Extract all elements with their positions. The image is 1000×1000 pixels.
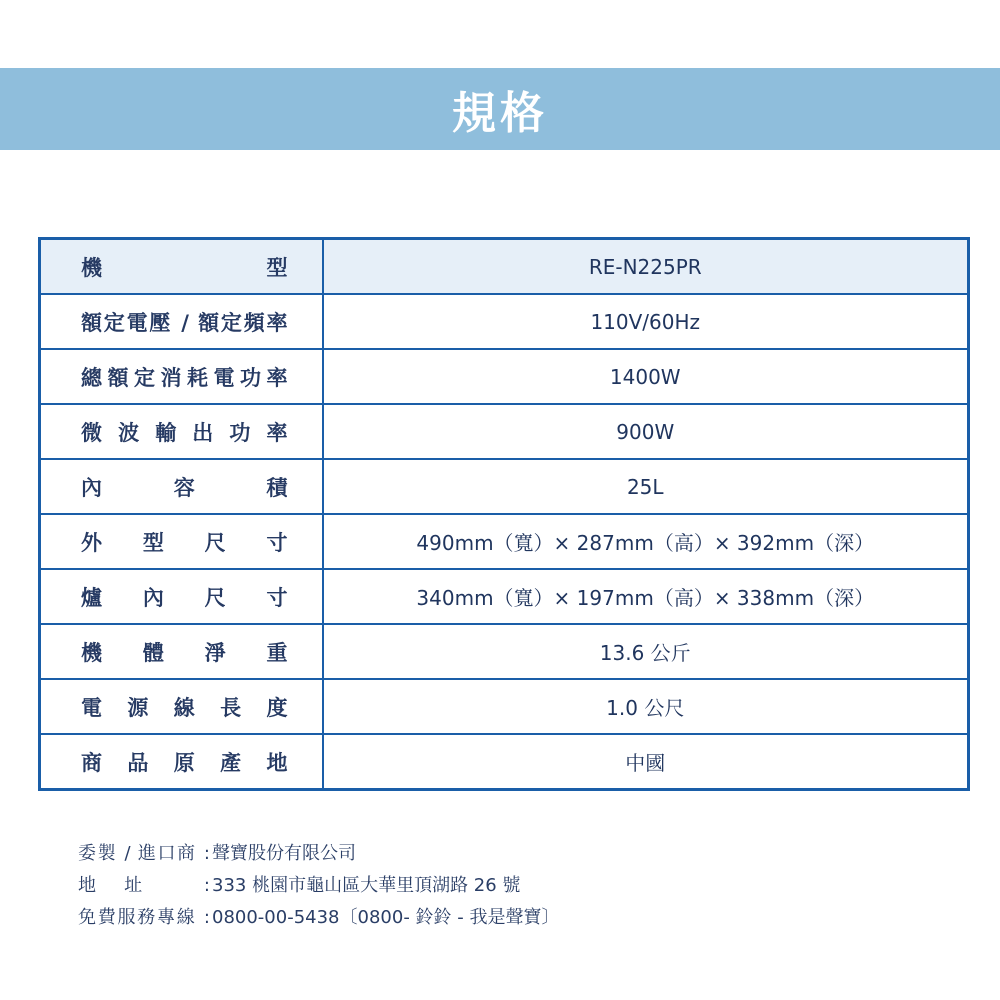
table-row [40,459,969,514]
row-label: 額定電壓 / 額定頻率 [40,294,323,349]
spec-table [38,237,970,791]
table-row [40,514,969,569]
row-label: 內容積 [40,459,323,514]
table-row [40,624,969,679]
row-value: 110V/60Hz [323,294,969,349]
row-label: 爐內尺寸 [40,569,323,624]
row-value: 900W [323,404,969,459]
address-row [78,870,958,902]
address-label: 地址 : [78,875,210,896]
table-row [40,734,969,790]
table-row [40,239,969,295]
row-value: 490mm（寬）× 287mm（高）× 392mm（深） [323,514,969,569]
row-label: 商品原產地 [40,734,323,790]
importer-row [78,838,958,870]
table-row [40,294,969,349]
row-value: 1.0 公尺 [323,679,969,734]
table-row [40,349,969,404]
row-value: 25L [323,459,969,514]
importer-label: 委製 / 進口商 : [78,843,210,864]
importer-value: 聲寶股份有限公司 [212,843,356,864]
row-label: 機體淨重 [40,624,323,679]
row-label: 電源線長度 [40,679,323,734]
row-label: 微波輸出功率 [40,404,323,459]
row-value: 1400W [323,349,969,404]
title-banner [0,68,1000,150]
row-value: 中國 [323,734,969,790]
row-label: 總額定消耗電功率 [40,349,323,404]
row-value: 13.6 公斤 [323,624,969,679]
hotline-label: 免費服務專線 : [78,907,210,928]
address-value: 333 桃園市龜山區大華里頂湖路 26 號 [212,875,521,896]
row-value: RE-N225PR [323,239,969,295]
table-row [40,404,969,459]
page-title: 規格 [452,88,548,139]
hotline-row [78,902,958,934]
hotline-value: 0800-00-5438〔0800- 鈴鈴 - 我是聲寶〕 [212,907,560,928]
row-label: 機型 [40,239,323,295]
row-label: 外型尺寸 [40,514,323,569]
company-info [78,838,958,934]
table-row [40,679,969,734]
table-row [40,569,969,624]
row-value: 340mm（寬）× 197mm（高）× 338mm（深） [323,569,969,624]
